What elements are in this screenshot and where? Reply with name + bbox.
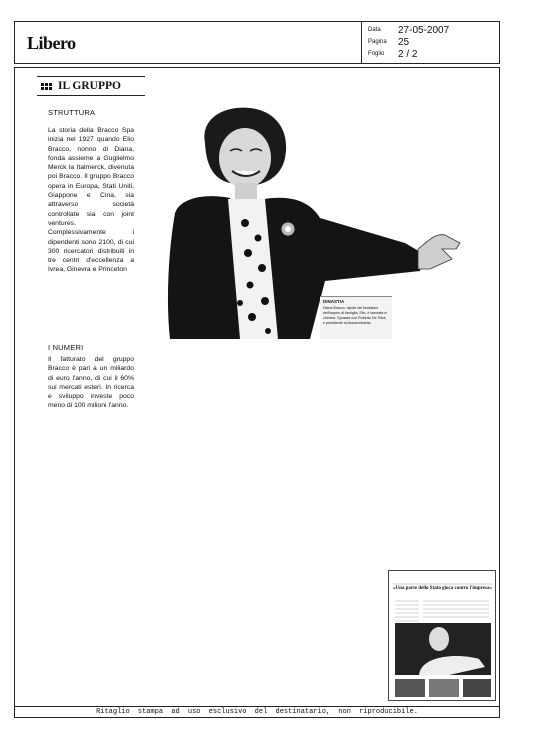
portrait-photo bbox=[160, 103, 465, 339]
article-text-struttura: La storia della Bracco Spa inizia nel 1927 quando Elio Bracco, nonno di Diana, fonda assieme a Guglielmo Merck la Italmerck, divenuta poi Bracco. Il gruppo Bracco opera in Europa, Stati Uniti, Giappone e Cina, sia attraverso società controllate sia con joint ventures. Complessivamente i dipendenti sono 2100, di cui 300 ricercatori distribuiti in tre centri d'eccellenza a Ivrea, Ginevra e Princeton bbox=[48, 127, 134, 274]
subhead-numeri: I NUMERI bbox=[48, 343, 84, 352]
meta-row-sheet bbox=[368, 48, 494, 60]
section-title: IL GRUPPO bbox=[58, 80, 121, 92]
thumbnail-headline: «Una parte dello Stato gioca contro l'impresa» bbox=[393, 586, 492, 591]
meta-value: 27-05-2007 bbox=[398, 24, 450, 36]
caption-title: DINASTIA bbox=[323, 299, 345, 304]
meta-label: Foglio bbox=[368, 51, 385, 57]
thumbnail-page-graphic bbox=[389, 571, 497, 702]
article-text-numeri: Il fatturato del gruppo Bracco è pari a un miliardo di euro l'anno, di cui il 60% sui mercati esteri. In ricerca e sviluppo investe poco meno di 100 milioni l'anno. bbox=[48, 356, 134, 410]
clipping-header bbox=[14, 21, 500, 64]
caption-text: Diana Bracco, nipote del fondatore dell'impero di famiglia, Elio, è laureata in chimica. Sposata con Roberto De Silva, è presidente di Assolombarda. bbox=[323, 306, 388, 325]
clipping-meta bbox=[361, 22, 500, 63]
meta-label: Data bbox=[368, 27, 381, 33]
meta-row-page bbox=[368, 36, 494, 48]
newspaper-logo: Libero bbox=[27, 33, 76, 53]
photo-caption bbox=[320, 296, 392, 339]
meta-value: 25 bbox=[398, 36, 410, 48]
section-dots-icon bbox=[41, 83, 52, 90]
clipping-footer-note: Ritaglio stampa ad uso esclusivo del destinatario, non riproducibile. bbox=[14, 707, 500, 718]
meta-label: Pagina bbox=[368, 39, 387, 45]
meta-value: 2 / 2 bbox=[398, 48, 418, 60]
clipping-frame bbox=[14, 67, 500, 707]
meta-row-date bbox=[368, 24, 494, 36]
section-heading bbox=[37, 76, 145, 96]
page-thumbnail bbox=[388, 570, 496, 701]
subhead-struttura: STRUTTURA bbox=[48, 108, 96, 117]
